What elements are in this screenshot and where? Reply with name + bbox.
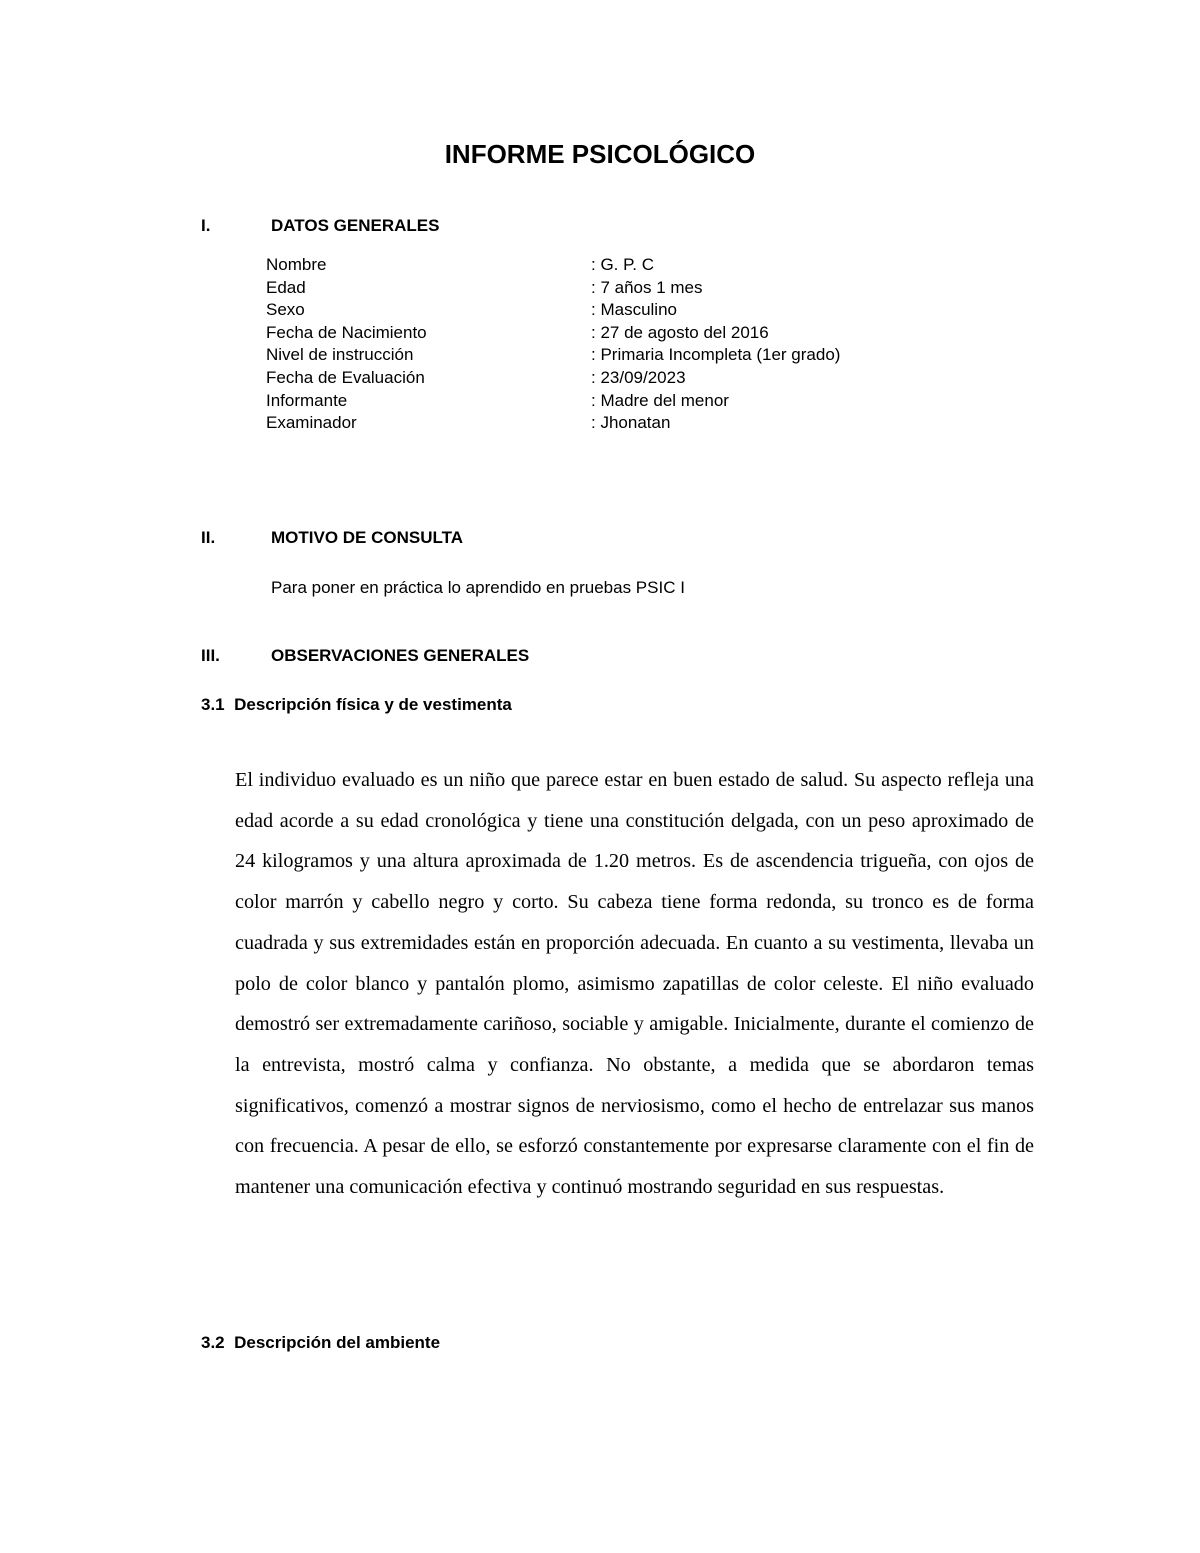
consultation-reason-text: Para poner en práctica lo aprendido en pruebas PSIC I bbox=[271, 578, 685, 597]
field-row-fecha-nacimiento bbox=[266, 322, 966, 345]
subsection-3-1-heading bbox=[201, 693, 512, 717]
field-label: Nivel de instrucción bbox=[266, 345, 414, 365]
field-row-fecha-evaluacion bbox=[266, 367, 966, 390]
subsection-3-2-heading bbox=[201, 1331, 440, 1355]
field-label: Examinador bbox=[266, 413, 357, 433]
general-data-list bbox=[266, 254, 966, 435]
field-label: Sexo bbox=[266, 300, 305, 320]
field-value: : Primaria Incompleta (1er grado) bbox=[591, 344, 840, 367]
field-row-examinador bbox=[266, 412, 966, 435]
field-row-nivel-instruccion bbox=[266, 344, 966, 367]
section-2-title: MOTIVO DE CONSULTA bbox=[271, 528, 464, 547]
subsection-number: 3.1 bbox=[201, 695, 225, 714]
section-3-title: OBSERVACIONES GENERALES bbox=[271, 646, 530, 665]
section-1-title: DATOS GENERALES bbox=[271, 216, 440, 235]
field-label: Fecha de Nacimiento bbox=[266, 322, 427, 342]
field-value: : Jhonatan bbox=[591, 412, 670, 435]
field-label: Fecha de Evaluación bbox=[266, 367, 425, 387]
field-label: Nombre bbox=[266, 255, 327, 274]
section-1-number: I. bbox=[201, 216, 211, 235]
field-value: : Madre del menor bbox=[591, 390, 729, 413]
field-row-informante bbox=[266, 390, 966, 413]
field-value: : G. P. C bbox=[591, 254, 654, 277]
field-label: Informante bbox=[266, 390, 348, 410]
subsection-title: Descripción física y de vestimenta bbox=[234, 695, 512, 714]
field-value: : 27 de agosto del 2016 bbox=[591, 322, 769, 345]
subsection-number: 3.2 bbox=[201, 1333, 225, 1352]
document-title: INFORME PSICOLÓGICO bbox=[444, 139, 756, 169]
section-3-number: III. bbox=[201, 646, 220, 665]
field-label: Edad bbox=[266, 277, 306, 297]
field-row-nombre bbox=[266, 254, 966, 277]
field-row-edad bbox=[266, 277, 966, 300]
field-row-sexo bbox=[266, 299, 966, 322]
field-value: : Masculino bbox=[591, 299, 677, 322]
subsection-title: Descripción del ambiente bbox=[234, 1333, 441, 1352]
field-value: : 23/09/2023 bbox=[591, 367, 686, 390]
physical-description-paragraph: El individuo evaluado es un niño que parece estar en buen estado de salud. Su aspecto refleja una edad acorde a su edad cronológica y tiene una constitución delgada, con un peso aproximado de 24 kilogramos y una altura aproximada de 1.20 metros. Es de ascendencia trigueña, con ojos de color marrón y cabello negro y corto. Su cabeza tiene forma redonda, su tronco es de forma cuadrada y sus extremidades están en proporción adecuada. En cuanto a su vestimenta, llevaba un polo de color blanco y pantalón plomo, asimismo zapatillas de color celeste. El niño evaluado demostró ser extremadamente cariñoso, sociable y amigable. Inicialmente, durante el comienzo de la entrevista, mostró calma y confianza. No obstante, a medida que se abordaron temas significativos, comenzó a mostrar signos de nerviosismo, como el hecho de entrelazar sus manos con frecuencia. A pesar de ello, se esforzó constantemente por expresarse claramente con el fin de mantener una comunicación efectiva y continuó mostrando seguridad en sus respuestas. bbox=[235, 769, 1034, 1199]
field-value: : 7 años 1 mes bbox=[591, 277, 703, 300]
section-2-number: II. bbox=[201, 528, 216, 547]
